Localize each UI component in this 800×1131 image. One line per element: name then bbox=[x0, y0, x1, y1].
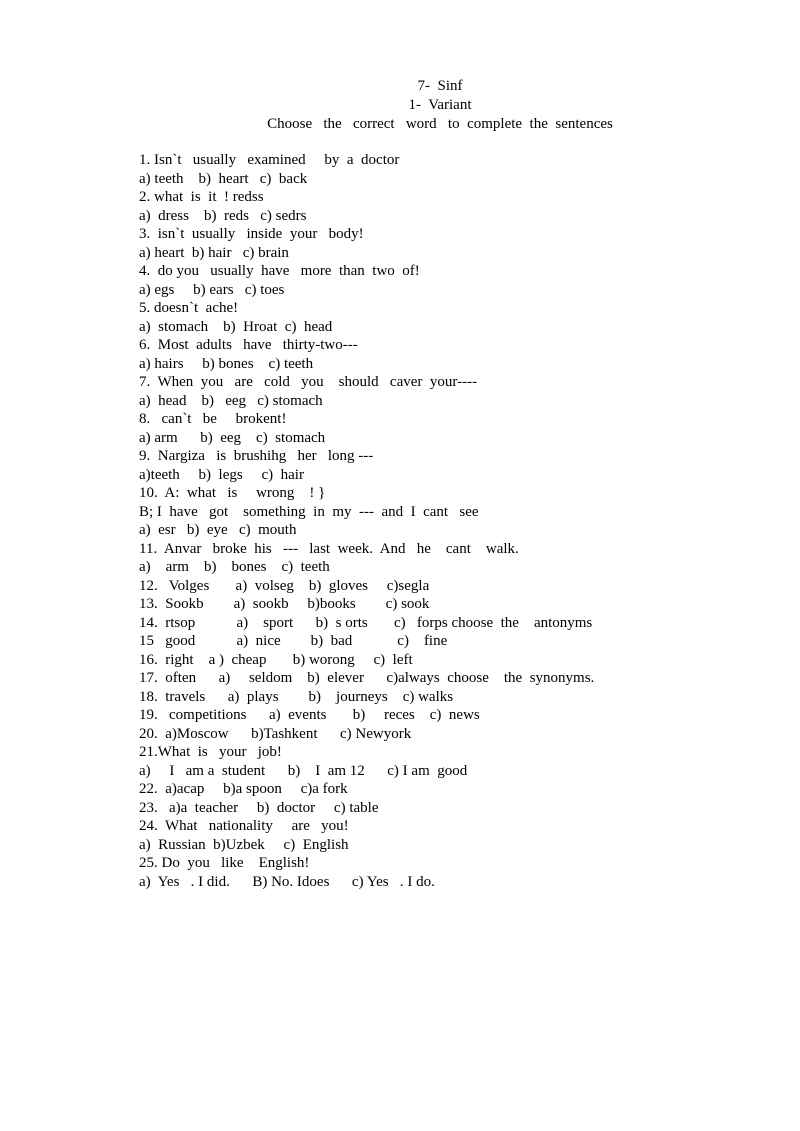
instruction-heading: Choose the correct word to complete the sentences bbox=[267, 116, 613, 132]
document-line: 12. Volges a) volseg b) gloves c)segla bbox=[139, 577, 430, 594]
document-line: 8. can`t be brokent! bbox=[139, 411, 287, 427]
document-line: 1. Isn`t usually examined by a doctor bbox=[139, 152, 400, 168]
document-line: a) hairs b) bones c) teeth bbox=[139, 355, 314, 372]
document-line: 4. do you usually have more than two of! bbox=[139, 263, 420, 279]
document-line: a) esr b) eye c) mouth bbox=[139, 522, 297, 538]
question-list bbox=[139, 151, 779, 891]
document-line: a)teeth b) legs c) hair bbox=[139, 466, 304, 483]
document-line: 14. rtsop a) sport b) s orts c) forps choose the antonyms bbox=[139, 614, 593, 631]
document-line: a) heart b) hair c) brain bbox=[139, 244, 289, 261]
document-line: B; I have got something in my --- and I cant see bbox=[139, 503, 479, 520]
document-line: 3. isn`t usually inside your body! bbox=[139, 226, 364, 242]
document-line: 19. competitions a) events b) reces c) news bbox=[139, 707, 480, 723]
document-line: 5. doesn`t ache! bbox=[139, 300, 239, 316]
document-line: a) head b) eeg c) stomach bbox=[139, 392, 323, 409]
document-line: 9. Nargiza is brushihg her long --- bbox=[139, 448, 374, 464]
document-line: 18. travels a) plays b) journeys c) walks bbox=[139, 688, 454, 705]
document-line: 6. Most adults have thirty-two--- bbox=[139, 337, 358, 353]
document-line: a) dress b) reds c) sedrs bbox=[139, 207, 307, 224]
document-line: 20. a)Moscow b)Tashkent c) Newyork bbox=[139, 725, 412, 742]
document-line: a) Yes . I did. B) No. Idoes c) Yes . I do. bbox=[139, 873, 435, 890]
document-line: 25. Do you like English! bbox=[139, 855, 310, 871]
document-line: 15 good a) nice b) bad c) fine bbox=[139, 633, 448, 649]
document-line: 22. a)acap b)a spoon c)a fork bbox=[139, 781, 348, 797]
document-line: 10. A: what is wrong ! } bbox=[139, 485, 326, 501]
document-line: a) stomach b) Hroat c) head bbox=[139, 318, 333, 335]
document-line: a) I am a student b) I am 12 c) I am good bbox=[139, 762, 468, 779]
document-line: 7. When you are cold you should caver your---- bbox=[139, 374, 478, 390]
document-line: 24. What nationality are you! bbox=[139, 818, 349, 834]
variant-heading: 1- Variant bbox=[408, 97, 472, 113]
document-line: 2. what is it ! redss bbox=[139, 189, 264, 205]
document-line: a) egs b) ears c) toes bbox=[139, 281, 285, 298]
document-line: a) teeth b) heart c) back bbox=[139, 170, 308, 187]
grade-heading: 7- Sinf bbox=[417, 78, 463, 94]
document-line: 13. Sookb a) sookb b)books c) sook bbox=[139, 596, 430, 612]
document-line: a) arm b) eeg c) stomach bbox=[139, 429, 326, 446]
document-line: a) arm b) bones c) teeth bbox=[139, 559, 330, 575]
document-line: 21.What is your job! bbox=[139, 744, 282, 760]
document-line: 11. Anvar broke his --- last week. And he cant walk. bbox=[139, 540, 519, 557]
document-line: 17. often a) seldom b) elever c)always choose the synonyms. bbox=[139, 670, 595, 686]
document-line: 16. right a ) cheap b) worong c) left bbox=[139, 651, 413, 668]
document-line: 23. a)a teacher b) doctor c) table bbox=[139, 799, 379, 816]
document-line: a) Russian b)Uzbek c) English bbox=[139, 836, 349, 853]
